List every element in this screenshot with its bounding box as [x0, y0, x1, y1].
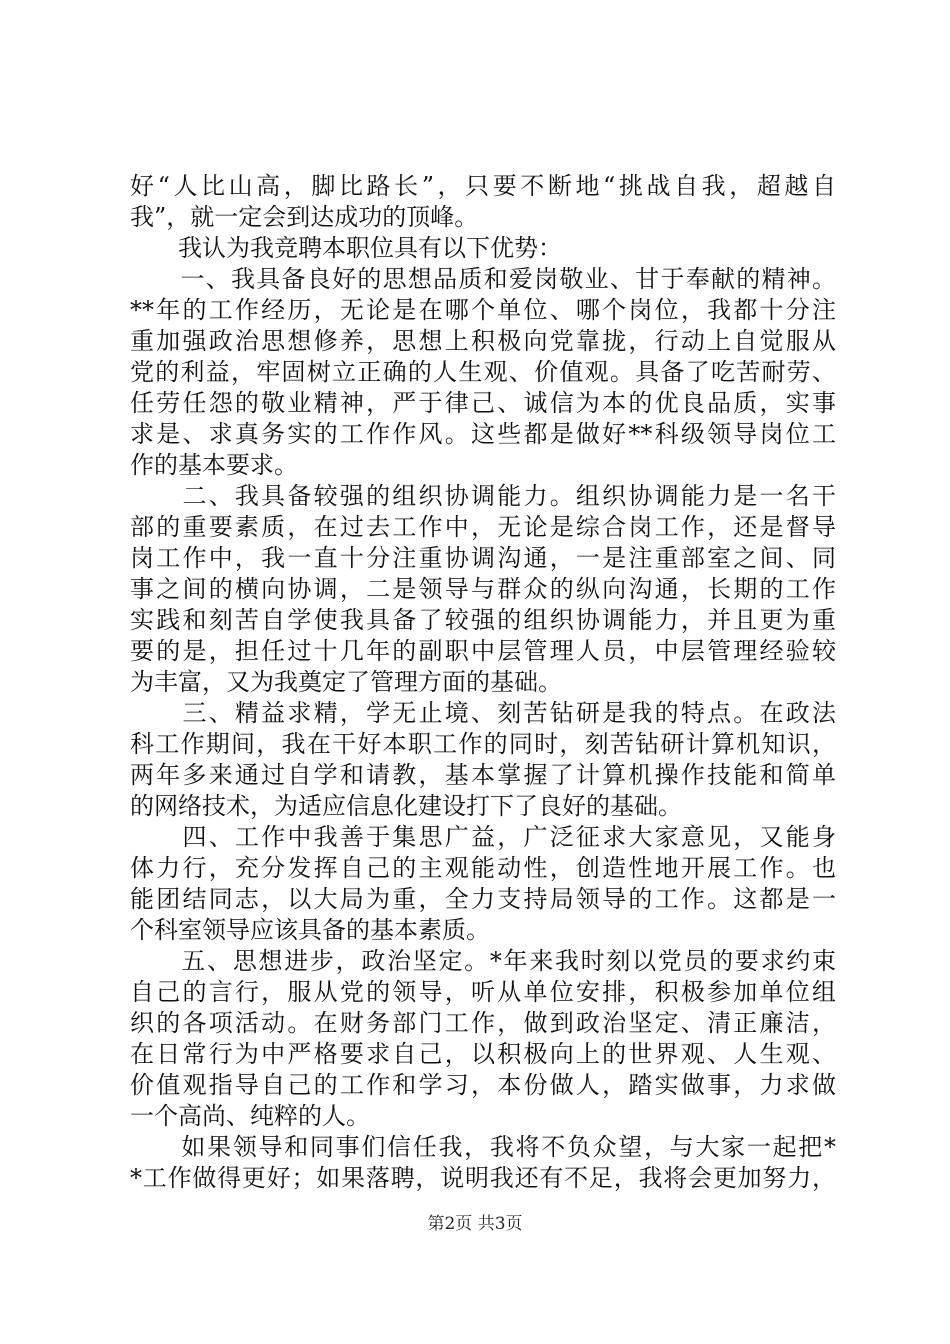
text-line: 我”，就一定会到达成功的顶峰。	[130, 203, 479, 231]
text-line: 实践和刻苦自学使我具备了较强的组织协调能力，并且更为重	[130, 606, 836, 634]
text-line: 党的利益，牢固树立正确的人生观、价值观。具备了吃苦耐劳、	[130, 358, 836, 386]
text-line: 为丰富，又为我奠定了管理方面的基础。	[130, 668, 562, 696]
text-line: 个科室领导应该具备的基本素质。	[130, 916, 490, 944]
text-line: 科工作期间，我在干好本职工作的同时，刻苦钻研计算机知识，	[130, 730, 836, 758]
text-line: 好“人比山高，脚比路长”，只要不断地“挑战自我，超越自	[130, 172, 836, 200]
text-line: 事之间的横向协调，二是领导与群众的纵向沟通，长期的工作	[130, 575, 836, 603]
text-line: 两年多来通过自学和请教，基本掌握了计算机操作技能和简单	[130, 761, 836, 789]
text-line: 要的是，担任过十几年的副职中层管理人员，中层管理经验较	[130, 637, 836, 665]
text-line: 一、我具备良好的思想品质和爱岗敬业、甘于奉献的精神。	[130, 265, 836, 293]
text-line: *工作做得更好；如果落聘，说明我还有不足，我将会更加努力，	[130, 1164, 836, 1192]
text-line: 作的基本要求。	[130, 451, 298, 479]
text-line: 岗工作中，我一直十分注重协调沟通，一是注重部室之间、同	[130, 544, 836, 572]
text-line: 价值观指导自己的工作和学习，本份做人，踏实做事，力求做	[130, 1071, 836, 1099]
text-line: 三、精益求精，学无止境、刻苦钻研是我的特点。在政法	[130, 699, 836, 727]
text-line: 求是、求真务实的工作作风。这些都是做好**科级领导岗位工	[130, 420, 836, 448]
text-line: 重加强政治思想修养，思想上积极向党靠拢，行动上自觉服从	[130, 327, 836, 355]
text-line: 织的各项活动。在财务部门工作，做到政治坚定、清正廉洁，	[130, 1009, 836, 1037]
page-footer: 第2页 共3页	[427, 1214, 523, 1234]
document-body	[130, 171, 836, 1194]
text-line: 能团结同志，以大局为重，全力支持局领导的工作。这都是一	[130, 885, 836, 913]
text-line: 的网络技术，为适应信息化建设打下了良好的基础。	[130, 792, 682, 820]
text-line: 我认为我竞聘本职位具有以下优势：	[130, 234, 562, 262]
text-line: **年的工作经历，无论是在哪个单位、哪个岗位，我都十分注	[130, 296, 836, 324]
text-line: 自己的言行，服从党的领导，听从单位安排，积极参加单位组	[130, 978, 836, 1006]
text-line: 二、我具备较强的组织协调能力。组织协调能力是一名干	[130, 482, 836, 510]
text-line: 四、工作中我善于集思广益，广泛征求大家意见，又能身	[130, 823, 836, 851]
text-line: 一个高尚、纯粹的人。	[130, 1102, 370, 1130]
text-line: 在日常行为中严格要求自己，以积极向上的世界观、人生观、	[130, 1040, 836, 1068]
text-line: 部的重要素质，在过去工作中，无论是综合岗工作，还是督导	[130, 513, 836, 541]
text-line: 五、思想进步，政治坚定。*年来我时刻以党员的要求约束	[130, 947, 836, 975]
text-line: 体力行，充分发挥自己的主观能动性，创造性地开展工作。也	[130, 854, 836, 882]
text-line: 任劳任怨的敬业精神，严于律己、诚信为本的优良品质，实事	[130, 389, 836, 417]
text-line: 如果领导和同事们信任我，我将不负众望，与大家一起把*	[130, 1133, 836, 1161]
